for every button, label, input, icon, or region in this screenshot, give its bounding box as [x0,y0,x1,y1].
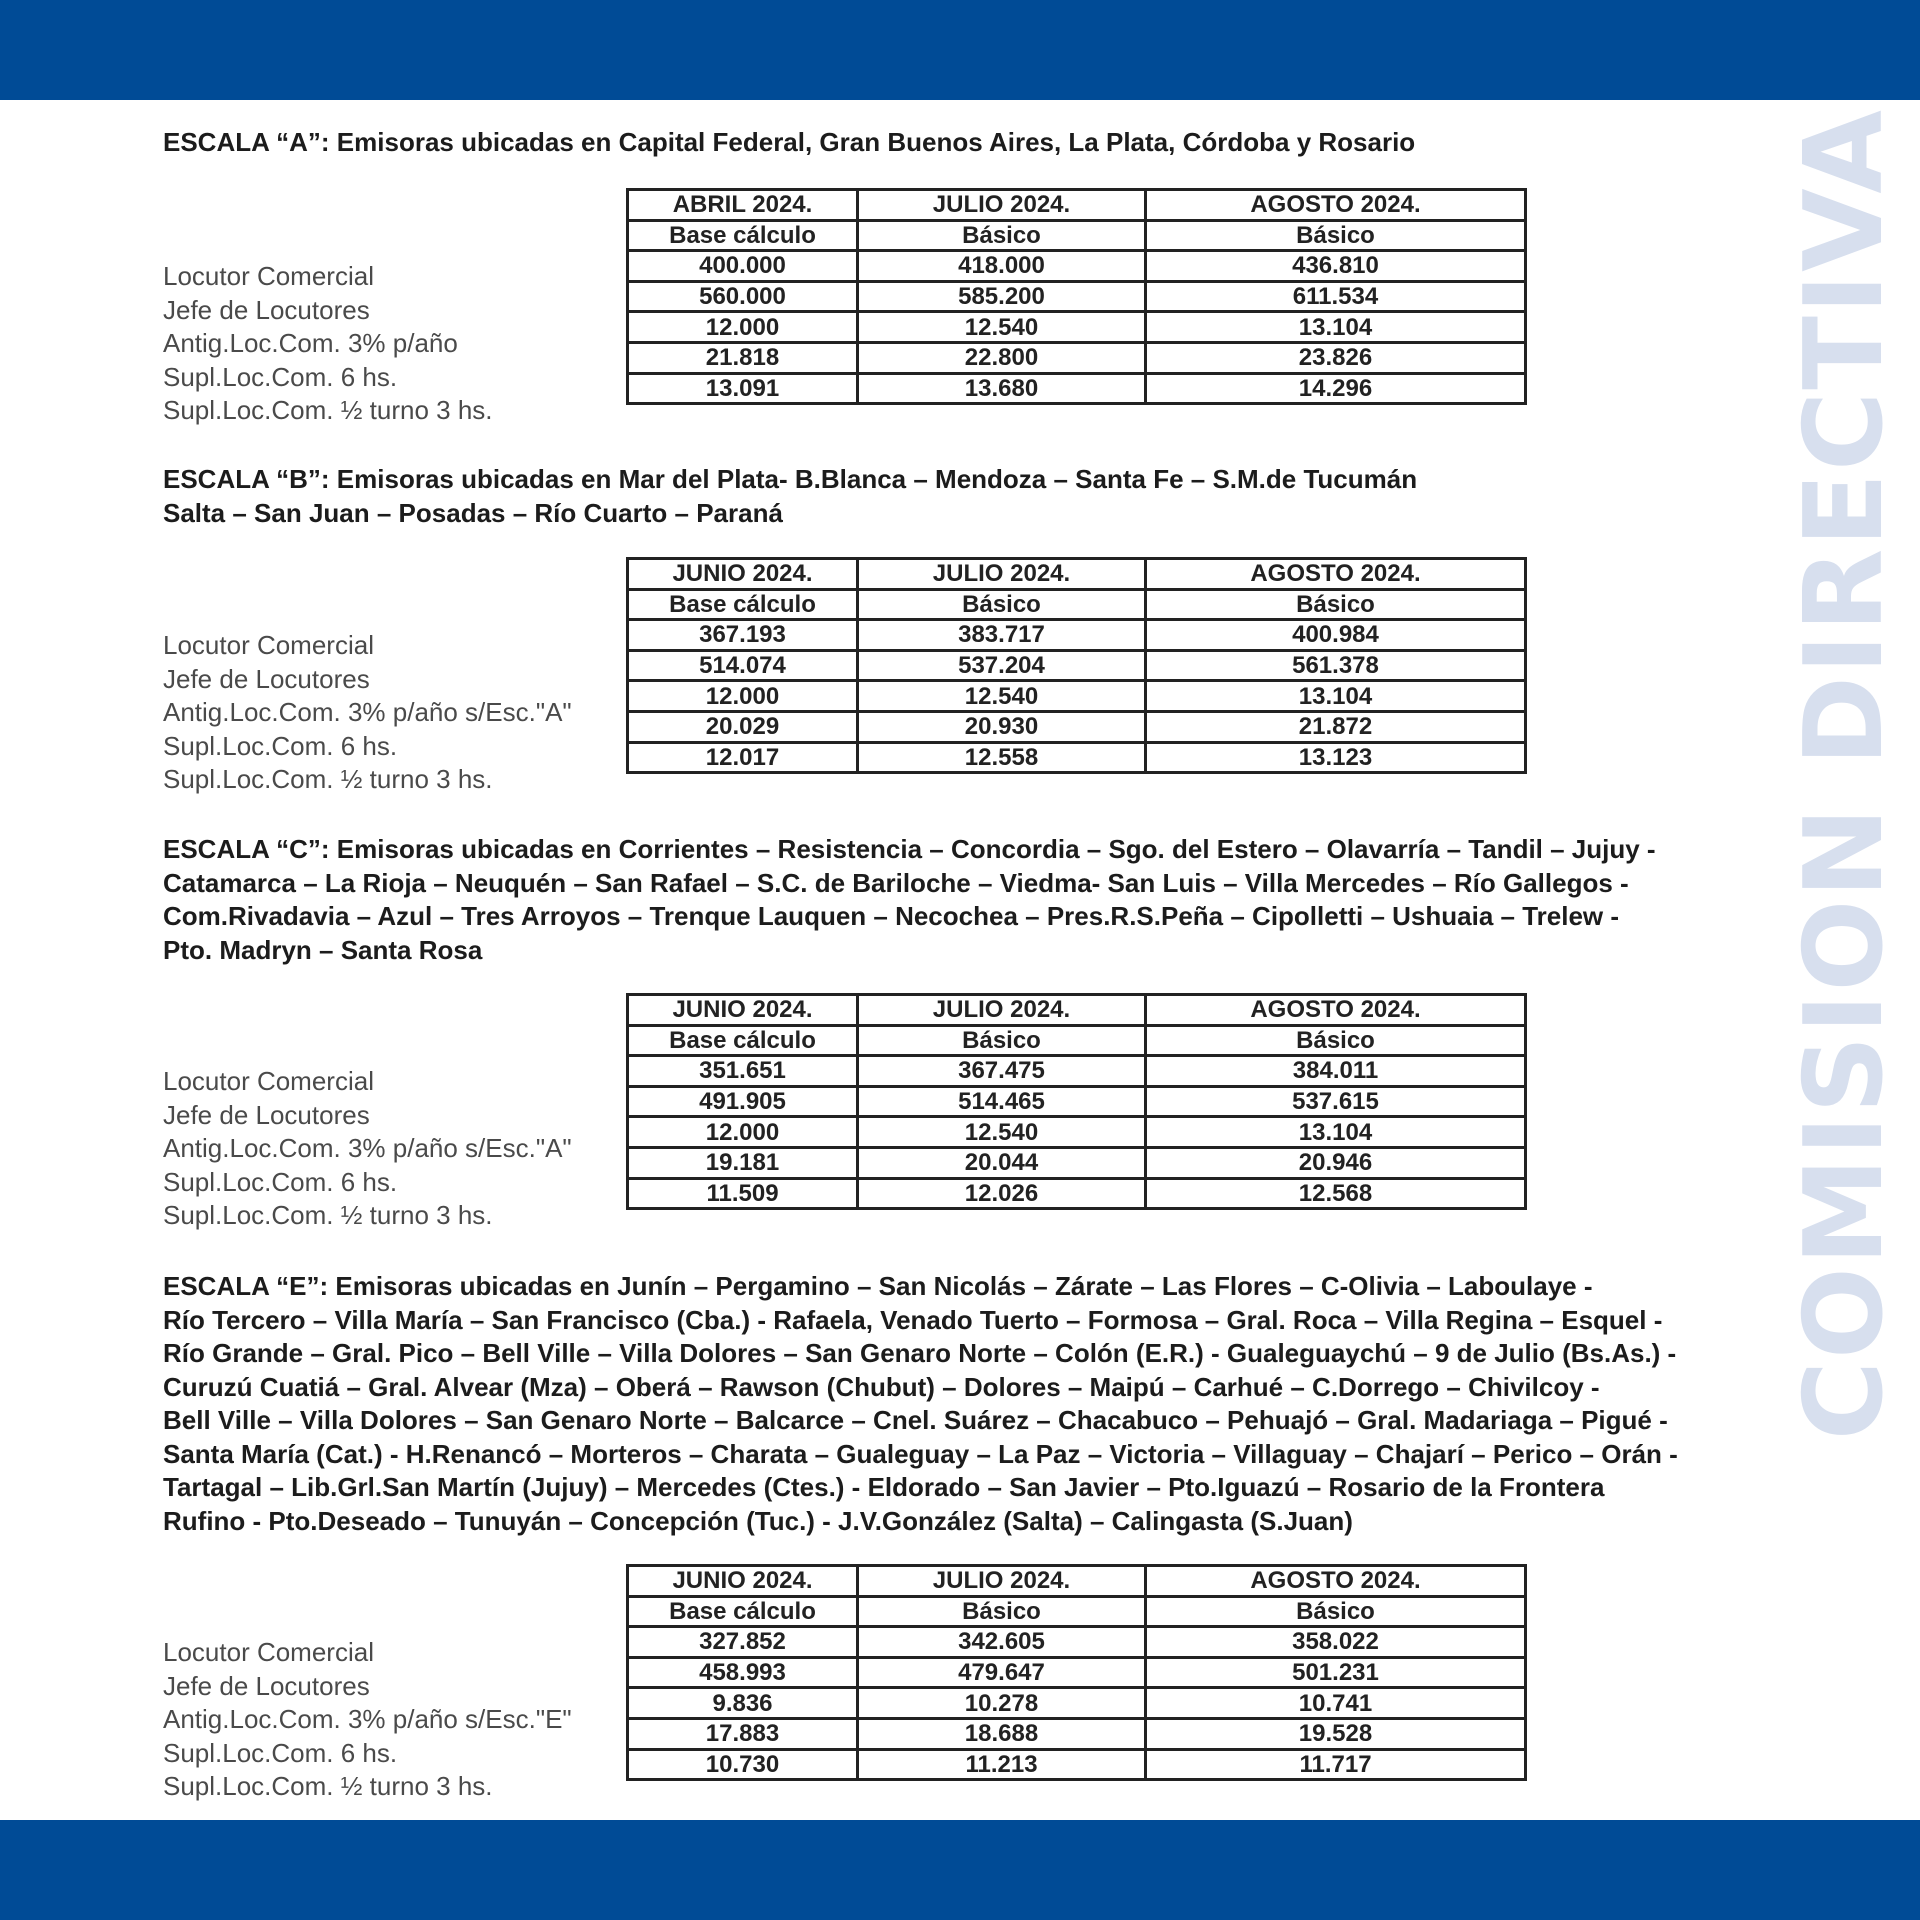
value-cell: 12.558 [858,742,1146,773]
value-cell: 13.091 [628,373,858,404]
value-cell: 458.993 [628,1657,858,1688]
value-cell: 400.984 [1146,620,1526,651]
value-cell: 9.836 [628,1688,858,1719]
row-label: Supl.Loc.Com. ½ turno 3 hs. [163,1200,493,1231]
column-header: JULIO 2024. [858,995,1146,1026]
column-header: ABRIL 2024. [628,190,858,221]
value-cell: 23.826 [1146,342,1526,373]
value-cell: 537.615 [1146,1086,1526,1117]
scale-e-row-labels [163,1636,623,1804]
scale-b-row-labels [163,629,623,797]
row-label: Supl.Loc.Com. 6 hs. [163,361,398,392]
row-label: Jefe de Locutores [163,1099,370,1130]
value-cell: 12.568 [1146,1178,1526,1209]
value-cell: 10.730 [628,1749,858,1780]
value-cell: 327.852 [628,1627,858,1658]
table-row [628,373,1526,404]
value-cell: 13.104 [1146,312,1526,343]
value-cell: 342.605 [858,1627,1146,1658]
subheader-row [628,589,1526,620]
value-cell: 10.278 [858,1688,1146,1719]
column-header: AGOSTO 2024. [1146,190,1526,221]
value-cell: 418.000 [858,251,1146,282]
table-row [628,1056,1526,1087]
heading-line: Pto. Madryn – Santa Rosa [163,934,483,965]
scale-e-table [626,1564,1527,1781]
row-label: Locutor Comercial [163,261,374,291]
value-cell: 13.104 [1146,681,1526,712]
column-subheader: Base cálculo [628,1596,858,1627]
value-cell: 20.029 [628,711,858,742]
value-cell: 491.905 [628,1086,858,1117]
column-header: AGOSTO 2024. [1146,1566,1526,1597]
scale-b-table [626,557,1527,774]
value-cell: 11.717 [1146,1749,1526,1780]
row-label: Jefe de Locutores [163,663,370,694]
heading-line: Catamarca – La Rioja – Neuquén – San Rafael – S.C. de Bariloche – Viedma- San Luis – Villa Mercedes – Río Gallegos - [163,867,1629,898]
value-cell: 12.000 [628,312,858,343]
table-row [628,1086,1526,1117]
column-header: JUNIO 2024. [628,995,858,1026]
value-cell: 479.647 [858,1657,1146,1688]
value-cell: 21.818 [628,342,858,373]
column-subheader: Básico [858,1596,1146,1627]
value-cell: 561.378 [1146,650,1526,681]
value-cell: 11.213 [858,1749,1146,1780]
scale-c-table [626,993,1527,1210]
row-label: Locutor Comercial [163,1637,374,1667]
column-subheader: Base cálculo [628,220,858,251]
heading-line: Rufino - Pto.Deseado – Tunuyán – Concepción (Tuc.) - J.V.González (Salta) – Calingasta (S.Juan) [163,1505,1353,1536]
table-row [628,742,1526,773]
row-label: Antig.Loc.Com. 3% p/año s/Esc."A" [163,697,572,728]
value-cell: 514.074 [628,650,858,681]
subheader-row [628,1025,1526,1056]
value-cell: 400.000 [628,251,858,282]
heading-line: ESCALA “C”: Emisoras ubicadas en Corrientes – Resistencia – Concordia – Sgo. del Estero – Olavarría – Tandil – Jujuy - [163,834,1656,864]
column-subheader: Básico [1146,1025,1526,1056]
heading-line: Río Tercero – Villa María – San Francisco (Cba.) - Rafaela, Venado Tuerto – Formosa – Gral. Roca – Villa Regina – Esquel - [163,1304,1663,1335]
row-label: Jefe de Locutores [163,1670,370,1701]
row-label: Antig.Loc.Com. 3% p/año s/Esc."A" [163,1133,572,1164]
scale-c-heading [163,833,1763,967]
column-subheader: Básico [1146,589,1526,620]
scale-b-heading [163,463,1763,530]
column-subheader: Base cálculo [628,589,858,620]
row-label: Supl.Loc.Com. ½ turno 3 hs. [163,395,493,426]
table-row [628,1147,1526,1178]
table-row [628,1178,1526,1209]
heading-line: Bell Ville – Villa Dolores – San Genaro Norte – Balcarce – Cnel. Suárez – Chacabuco – Pehuajó – Gral. Madariaga – Pigué - [163,1405,1668,1435]
table-row [628,1627,1526,1658]
heading-line: Salta – San Juan – Posadas – Río Cuarto – Paraná [163,497,783,528]
value-cell: 514.465 [858,1086,1146,1117]
value-cell: 13.104 [1146,1117,1526,1148]
value-cell: 12.540 [858,1117,1146,1148]
column-header: JUNIO 2024. [628,559,858,590]
value-cell: 384.011 [1146,1056,1526,1087]
value-cell: 501.231 [1146,1657,1526,1688]
heading-line: Santa María (Cat.) - H.Renancó – Morteros – Charata – Gualeguay – La Paz – Victoria – Villaguay – Chajarí – Perico – Orán - [163,1438,1678,1469]
value-cell: 20.930 [858,711,1146,742]
value-cell: 12.540 [858,681,1146,712]
column-subheader: Básico [1146,1596,1526,1627]
table-row [628,312,1526,343]
row-label: Supl.Loc.Com. 6 hs. [163,1737,398,1768]
value-cell: 383.717 [858,620,1146,651]
value-cell: 611.534 [1146,281,1526,312]
value-cell: 13.123 [1146,742,1526,773]
value-cell: 351.651 [628,1056,858,1087]
row-label: Jefe de Locutores [163,294,370,325]
value-cell: 19.528 [1146,1718,1526,1749]
value-cell: 13.680 [858,373,1146,404]
value-cell: 14.296 [1146,373,1526,404]
scale-c-row-labels [163,1065,623,1233]
column-subheader: Básico [858,589,1146,620]
row-label: Supl.Loc.Com. 6 hs. [163,730,398,761]
table-row [628,620,1526,651]
column-subheader: Básico [1146,220,1526,251]
row-label: Locutor Comercial [163,1066,374,1096]
scale-e-heading [163,1270,1763,1538]
table-row [628,1688,1526,1719]
header-row [628,559,1526,590]
table-row [628,1749,1526,1780]
value-cell: 18.688 [858,1718,1146,1749]
heading-line: ESCALA “E”: Emisoras ubicadas en Junín – Pergamino – San Nicolás – Zárate – Las Flores – C-Olivia – Laboulaye - [163,1271,1593,1301]
heading-line: Río Grande – Gral. Pico – Bell Ville – Villa Dolores – San Genaro Norte – Colón (E.R.) - Gualeguaychú – 9 de Julio (Bs.As.) - [163,1338,1677,1368]
table-row [628,650,1526,681]
column-subheader: Básico [858,220,1146,251]
value-cell: 22.800 [858,342,1146,373]
row-label: Antig.Loc.Com. 3% p/año s/Esc."E" [163,1704,572,1735]
heading-line: Tartagal – Lib.Grl.San Martín (Jujuy) – Mercedes (Ctes.) - Eldorado – San Javier – Pto.Iguazú – Rosario de la Frontera [163,1472,1605,1502]
heading-line: ESCALA “B”: Emisoras ubicadas en Mar del Plata- B.Blanca – Mendoza – Santa Fe – S.M.de Tucumán [163,464,1418,494]
column-header: JULIO 2024. [858,559,1146,590]
heading-line: Curuzú Cuatiá – Gral. Alvear (Mza) – Oberá – Rawson (Chubut) – Dolores – Maipú – Carhué – C.Dorrego – Chivilcoy - [163,1371,1600,1402]
table-row [628,251,1526,282]
header-row [628,190,1526,221]
value-cell: 585.200 [858,281,1146,312]
subheader-row [628,1596,1526,1627]
row-label: Supl.Loc.Com. ½ turno 3 hs. [163,1771,493,1802]
value-cell: 12.000 [628,681,858,712]
row-label: Supl.Loc.Com. 6 hs. [163,1166,398,1197]
table-row [628,1117,1526,1148]
value-cell: 20.044 [858,1147,1146,1178]
header-row [628,995,1526,1026]
table-row [628,681,1526,712]
heading-line: ESCALA “A”: Emisoras ubicadas en Capital Federal, Gran Buenos Aires, La Plata, Córdoba y Rosario [163,127,1416,157]
value-cell: 17.883 [628,1718,858,1749]
column-header: JUNIO 2024. [628,1566,858,1597]
row-label: Antig.Loc.Com. 3% p/año [163,328,458,359]
scale-a-row-labels [163,260,623,428]
scale-a-table [626,188,1527,405]
table-row [628,342,1526,373]
heading-line: Com.Rivadavia – Azul – Tres Arroyos – Trenque Lauquen – Necochea – Pres.R.S.Peña – Cipolletti – Ushuaia – Trelew - [163,901,1620,931]
scale-a-heading [163,126,1763,160]
column-header: AGOSTO 2024. [1146,559,1526,590]
value-cell: 19.181 [628,1147,858,1178]
column-subheader: Base cálculo [628,1025,858,1056]
table-row [628,281,1526,312]
value-cell: 12.000 [628,1117,858,1148]
column-header: JULIO 2024. [858,1566,1146,1597]
value-cell: 537.204 [858,650,1146,681]
table-row [628,711,1526,742]
value-cell: 12.017 [628,742,858,773]
row-label: Supl.Loc.Com. ½ turno 3 hs. [163,764,493,795]
table-row [628,1718,1526,1749]
value-cell: 21.872 [1146,711,1526,742]
row-label: Locutor Comercial [163,630,374,660]
value-cell: 12.026 [858,1178,1146,1209]
column-header: JULIO 2024. [858,190,1146,221]
value-cell: 560.000 [628,281,858,312]
value-cell: 367.475 [858,1056,1146,1087]
column-subheader: Básico [858,1025,1146,1056]
value-cell: 436.810 [1146,251,1526,282]
header-row [628,1566,1526,1597]
value-cell: 20.946 [1146,1147,1526,1178]
value-cell: 358.022 [1146,1627,1526,1658]
value-cell: 367.193 [628,620,858,651]
value-cell: 12.540 [858,312,1146,343]
column-header: AGOSTO 2024. [1146,995,1526,1026]
table-row [628,1657,1526,1688]
value-cell: 11.509 [628,1178,858,1209]
watermark-text: COMISION DIRECTIVA [1782,108,1907,1441]
subheader-row [628,220,1526,251]
value-cell: 10.741 [1146,1688,1526,1719]
